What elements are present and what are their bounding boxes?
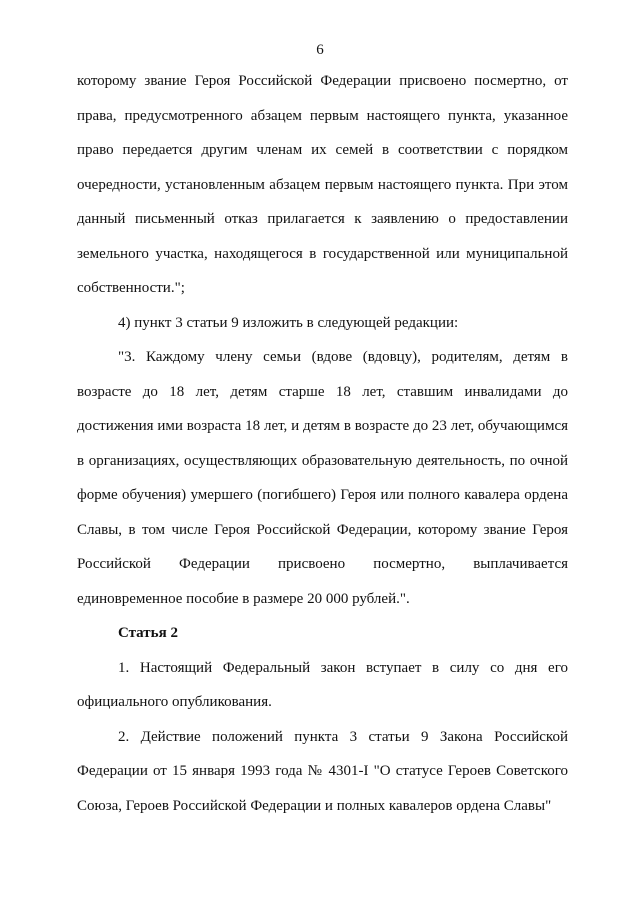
paragraph-amendment-item: 4) пункт 3 статьи 9 изложить в следующей редакции: <box>118 314 459 331</box>
paragraph-article-2-item-2: 2. Действие положений пункта 3 статьи 9 Закона Российской Федерации от 15 января 1993 года № 4301-I "О статусе Героев Советского Союза, Героев Российской Федерации и полных кавалеров ордена Славы" <box>77 728 568 814</box>
page-number: 6 <box>316 42 324 58</box>
paragraph-continuation: которому звание Героя Российской Федерации присвоено посмертно, от права, предусмотренного абзацем первым настоящего пункта, указанное право передается другим членам их семей в соответствии с порядком очередности, установленным абзацем первым настоящего пункта. При этом данный письменный отказ прилагается к заявлению о предоставлении земельного участка, находящегося в государственной или муниципальной собственности."; <box>77 73 568 296</box>
document-body <box>77 64 568 823</box>
paragraph-article-2-item-1: 1. Настоящий Федеральный закон вступает в силу со дня его официального опубликования. <box>77 659 568 710</box>
paragraph-quoted-clause: "3. Каждому члену семьи (вдове (вдовцу), родителям, детям в возрасте до 18 лет, детям старше 18 лет, ставшим инвалидами до достижения ими возраста 18 лет, и детям в возрасте до 23 лет, обучающимся в организациях, осуществляющих образовательную деятельность, по очной форме обучения) умершего (погибшего) Героя или полного кавалера ордена Славы, в том числе Героя Российской Федерации, которому звание Героя Российской Федерации присвоено посмертно, выплачивается единовременное пособие в размере 20 000 рублей.". <box>77 349 568 607</box>
article-heading: Статья 2 <box>118 625 178 641</box>
